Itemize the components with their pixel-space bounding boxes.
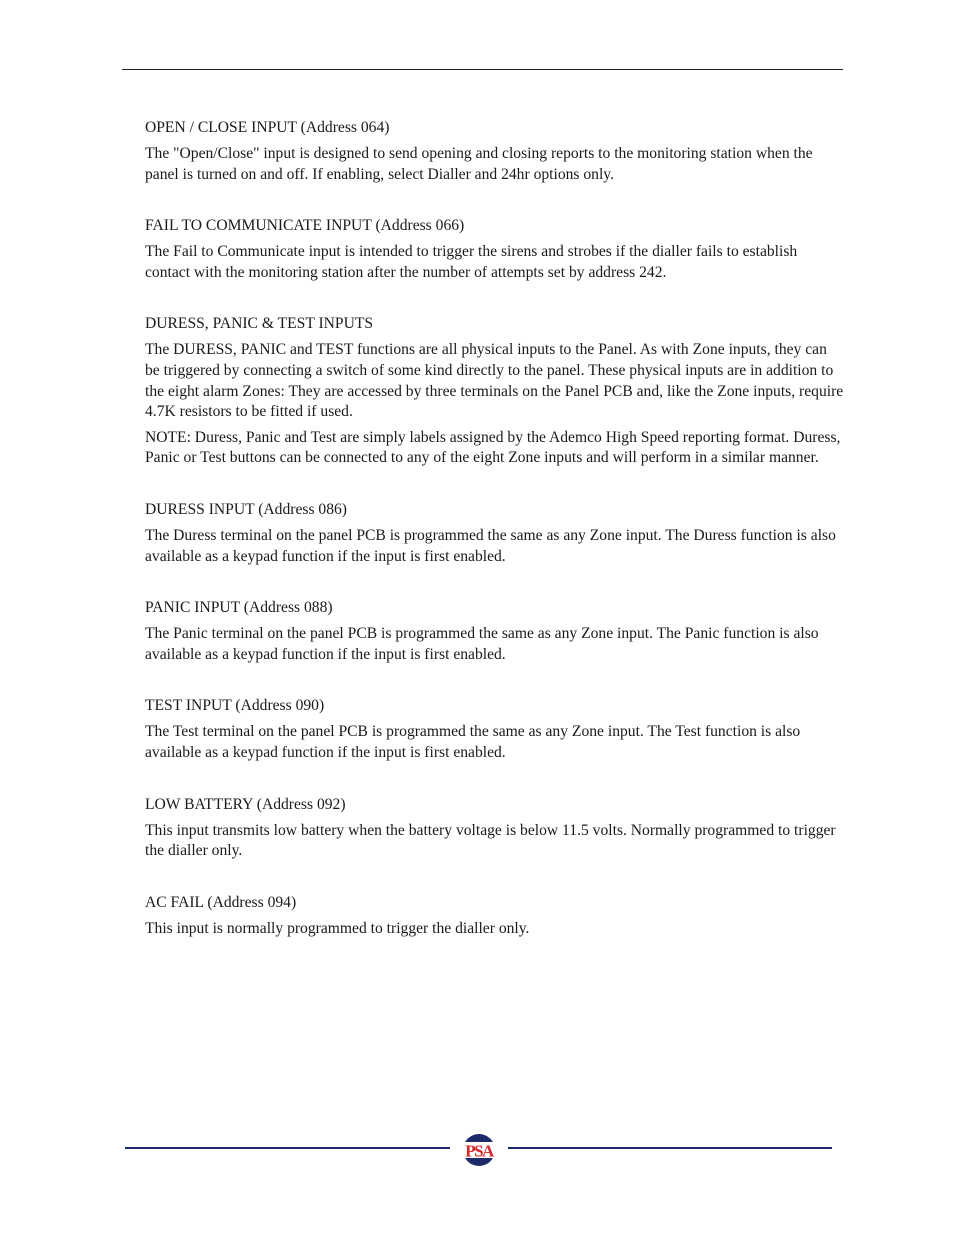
- section-panic-input: [145, 597, 845, 665]
- section-heading: TEST INPUT (Address 090): [145, 697, 325, 715]
- footer-rule-left: [125, 1147, 450, 1149]
- document-body: [145, 117, 845, 969]
- section-heading: DURESS, PANIC & TEST INPUTS: [145, 315, 374, 333]
- footer-rule-right: [508, 1147, 832, 1149]
- section-paragraph: This input is normally programmed to trigger the dialler only.: [145, 919, 530, 937]
- section-heading: AC FAIL (Address 094): [145, 893, 297, 911]
- section-heading: OPEN / CLOSE INPUT (Address 064): [145, 119, 390, 136]
- section-heading: LOW BATTERY (Address 092): [145, 795, 346, 813]
- section-test-input: [145, 695, 845, 763]
- section-paragraph: The Panic terminal on the panel PCB is programmed the same as any Zone input. The Panic function is also available as a keypad function if the input is first enabled.: [145, 625, 819, 663]
- section-paragraph: The "Open/Close" input is designed to send opening and closing reports to the monitoring station when the panel is turned on and off. If enabling, select Dialler and 24hr options only.: [145, 145, 813, 183]
- section-duress-input: [145, 499, 845, 567]
- section-paragraph: This input transmits low battery when the battery voltage is below 11.5 volts. Normally programmed to trigger the dialler only.: [145, 821, 836, 860]
- section-paragraph: The Duress terminal on the panel PCB is programmed the same as any Zone input. The Duress function is also available as a keypad function if the input is first enabled.: [145, 526, 836, 565]
- section-duress-panic-test-inputs: [145, 313, 845, 469]
- section-fail-to-communicate: [145, 215, 845, 283]
- section-heading: DURESS INPUT (Address 086): [145, 500, 348, 518]
- section-heading: FAIL TO COMMUNICATE INPUT (Address 066): [145, 217, 465, 235]
- section-paragraph: The DURESS, PANIC and TEST functions are all physical inputs to the Panel. As with Zone inputs, they can be triggered by connecting a switch of some kind directly to the panel. These physical inputs are in addition to the eight alarm Zones: They are accessed by three terminals on the Panel PCB and, like the Zone inputs, require 4.7K resistors to be fitted if used.: [145, 341, 844, 421]
- section-open-close-input: [145, 117, 845, 185]
- section-paragraph: The Test terminal on the panel PCB is programmed the same as any Zone input. The Test function is also available as a keypad function if the input is first enabled.: [145, 723, 801, 761]
- section-paragraph: The Fail to Communicate input is intended to trigger the sirens and strobes if the dialler fails to establish contact with the monitoring station after the number of attempts set by address 242.: [145, 243, 798, 281]
- section-low-battery: [145, 794, 845, 862]
- header-rule: [122, 69, 843, 70]
- section-ac-fail: [145, 892, 845, 940]
- section-note: NOTE: Duress, Panic and Test are simply labels assigned by the Ademco High Speed reporting format. Duress, Panic or Test buttons can be connected to any of the eight Zone inputs and will perform in a similar manner.: [145, 428, 841, 467]
- logo-text: PSA: [465, 1141, 493, 1161]
- section-heading: PANIC INPUT (Address 088): [145, 599, 333, 617]
- psa-logo-icon: [456, 1129, 502, 1169]
